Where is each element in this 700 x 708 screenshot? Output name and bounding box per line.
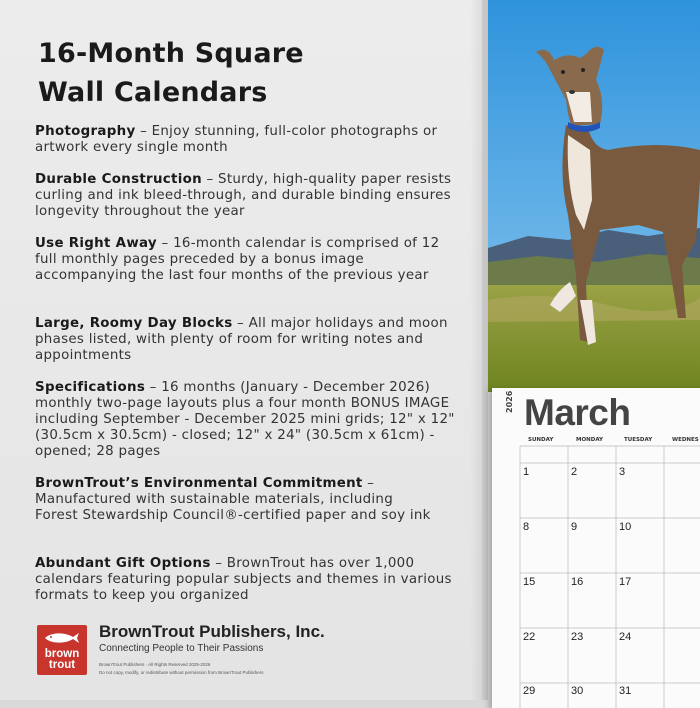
calendar-page — [492, 388, 700, 708]
page-title — [38, 34, 304, 112]
feature-heading: Durable Construction — [35, 172, 202, 187]
copyright-line: BrownTrout Publishers · All Rights Reserved 2025-2026 — [99, 662, 211, 667]
feature-environment — [35, 476, 435, 524]
feature-specifications — [35, 380, 465, 460]
date-16: 16 — [571, 576, 584, 588]
publisher-tagline: Connecting People to Their Passions — [99, 643, 264, 654]
feature-heading: Specifications — [35, 380, 146, 395]
date-1: 1 — [523, 466, 530, 478]
date-2: 2 — [571, 466, 578, 478]
trout-icon — [43, 631, 81, 645]
date-10: 10 — [619, 521, 632, 533]
title-line-2: Wall Calendars — [38, 77, 268, 108]
date-22: 22 — [523, 631, 536, 643]
panel-shadow — [470, 0, 488, 700]
feature-use-right-away — [35, 236, 465, 284]
date-8: 8 — [523, 521, 530, 533]
feature-text: – Manufactured with sustainable materials, including Forest Stewardship Council®-certified paper and soy ink — [35, 476, 431, 523]
day-header-monday: MONDAY — [576, 437, 604, 443]
date-30: 30 — [571, 685, 584, 697]
feature-day-blocks — [35, 316, 465, 364]
feature-heading: Abundant Gift Options — [35, 556, 211, 571]
browntrout-logo — [37, 625, 87, 675]
feature-text: – BrownTrout has over 1,000 calendars featuring popular subjects and themes in various formats to keep you organized — [35, 556, 452, 603]
feature-text: – Enjoy stunning, full-color photographs or artwork every single month — [35, 124, 438, 155]
date-31: 31 — [619, 685, 632, 697]
calendar-month: March — [524, 392, 631, 433]
feature-heading: Use Right Away — [35, 236, 157, 251]
calendar-grid — [492, 388, 700, 708]
date-29: 29 — [523, 685, 536, 697]
publisher-name: BrownTrout Publishers, Inc. — [99, 622, 325, 641]
feature-gift-options — [35, 556, 465, 604]
greyhound-image — [488, 0, 700, 392]
feature-text: – All major holidays and moon phases listed, with plenty of room for writing notes and appointments — [35, 316, 448, 363]
feature-text: – Sturdy, high-quality paper resists curling and ink bleed-through, and durable binding ensures longevity throughout the year — [35, 172, 452, 219]
logo-word-brown: brown — [44, 648, 80, 660]
date-9: 9 — [571, 521, 578, 533]
date-23: 23 — [571, 631, 584, 643]
day-header-wednesday: WEDNES — [672, 437, 699, 443]
feature-heading: BrownTrout’s Environmental Commitment — [35, 476, 363, 491]
feature-heading: Photography — [35, 124, 136, 139]
feature-heading: Large, Roomy Day Blocks — [35, 316, 233, 331]
date-17: 17 — [619, 576, 632, 588]
feature-durable — [35, 172, 465, 220]
feature-photography — [35, 124, 465, 156]
day-header-tuesday: TUESDAY — [624, 437, 653, 443]
date-3: 3 — [619, 466, 626, 478]
date-15: 15 — [523, 576, 536, 588]
feature-text: – 16 months (January - December 2026) monthly two-page layouts plus a four month BONUS IMAGE including September - December 2025 mini grids; 12" x 12" (30.5cm x 30.5cm) - closed; 12" x 24" (30.5cm x 61cm) - opened; 28 pages — [35, 380, 455, 459]
permission-line: Do not copy, modify, or redistribute without permission from BrownTrout Publishers — [99, 670, 264, 675]
logo-word-trout: trout — [48, 659, 76, 671]
feature-text: – 16-month calendar is comprised of 12 full monthly pages preceded by a bonus image accompanying the last four months of the previous year — [35, 236, 440, 283]
day-header-sunday: SUNDAY — [528, 437, 554, 443]
title-line-1: 16-Month Square — [38, 38, 304, 69]
calendar-year: 2026 — [505, 390, 514, 413]
date-24: 24 — [619, 631, 632, 643]
dog-photo — [488, 0, 700, 392]
